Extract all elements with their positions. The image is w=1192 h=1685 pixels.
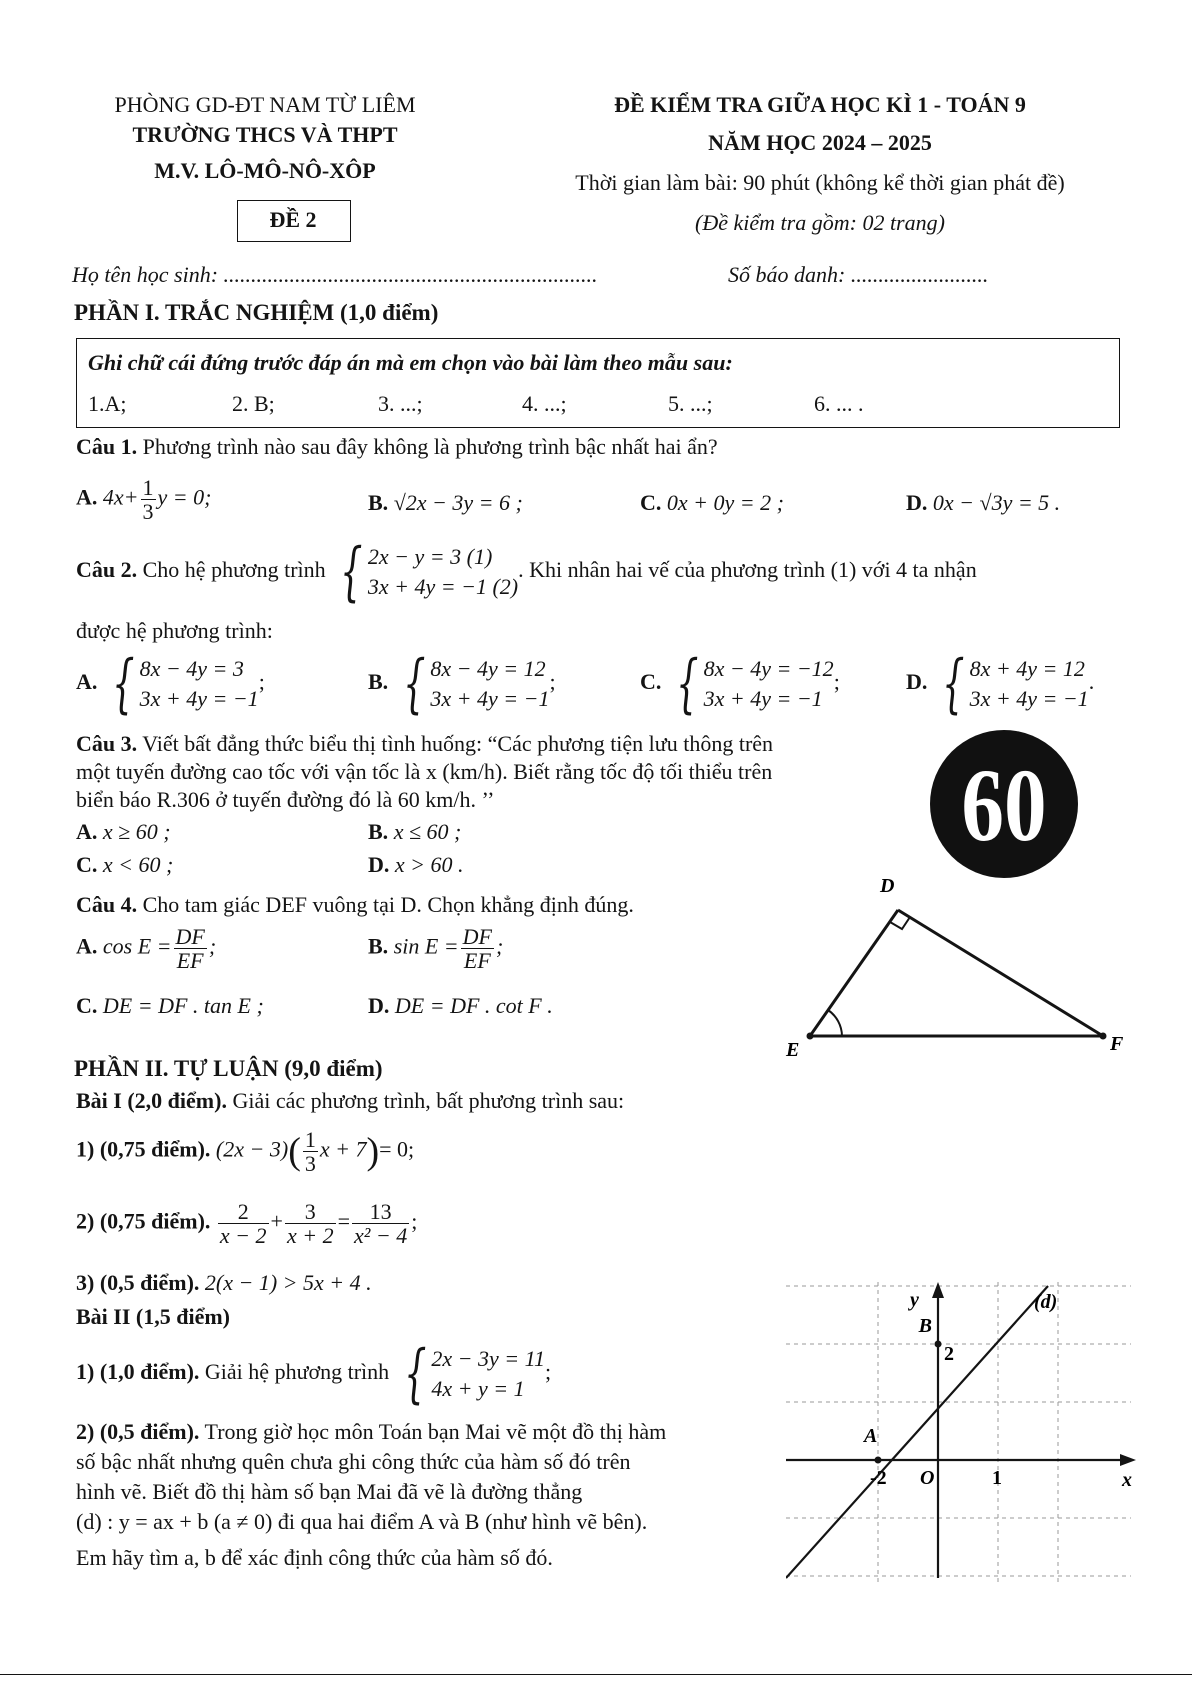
sample-answer-3: 3. ...; — [378, 391, 423, 416]
q1-option-c — [640, 490, 784, 516]
sample-answer-5: 5. ...; — [668, 391, 713, 416]
exam-time: Thời gian làm bài: 90 phút (không kể thời gian phát đề) — [575, 170, 1065, 195]
q2-option-b: B. { 8x − 4y = 12 3x + 4y = −1 ; — [368, 647, 556, 721]
question-4-label: Câu 4. — [76, 892, 138, 917]
q2-option-d-system: { 8x + 4y = 12 3x + 4y = −1 — [942, 647, 1089, 721]
q1-option-a-label: A. — [76, 484, 98, 510]
tick-x-1-label: 1 — [992, 1467, 1002, 1489]
q4-option-c: C. DE = DF . tan E ; — [76, 993, 264, 1018]
sample-answer-4: 4. ...; — [522, 391, 567, 416]
q2-option-b-label: B. — [368, 669, 389, 695]
q2-option-a: A. { 8x − 4y = 3 3x + 4y = −1 ; — [76, 647, 265, 721]
q4-option-a: A. cos E = $\frac{DF}{EF}$ ; — [76, 924, 217, 974]
tick-x-minus2-label: -2 — [870, 1467, 887, 1489]
bai2-part1: 1) (1,0 điểm). Giải hệ phương trình { 2x − 3y = 11 4x + y = 1 ; — [76, 1337, 552, 1411]
bai1-part3: 3) (0,5 điểm). 2(x − 1) > 5x + 4 . — [76, 1270, 372, 1295]
school-year: NĂM HỌC 2024 – 2025 — [708, 130, 932, 155]
axis-x-label: x — [1122, 1469, 1132, 1491]
instruction-text: Ghi chữ cái đứng trước đáp án mà em chọn vào bài làm theo mẫu sau: — [88, 350, 733, 375]
q2-option-b-system: { 8x − 4y = 12 3x + 4y = −1 — [402, 647, 550, 721]
line-graph-diagram — [786, 1282, 1146, 1582]
exam-code: ĐỀ 2 — [269, 207, 317, 232]
q2-option-a-label: A. — [76, 669, 98, 695]
q1-option-d-text: 0x − √3y = 5 . — [932, 490, 1061, 515]
q1-option-a — [76, 476, 211, 523]
q3-option-a: A. x ≥ 60 ; — [76, 819, 171, 844]
tick-y-2-label: 2 — [944, 1343, 954, 1365]
page-bottom-rule — [0, 1674, 1192, 1675]
question-2-post: . Khi nhân hai vế của phương trình (1) với 4 ta nhận — [518, 557, 977, 583]
dept-name: PHÒNG GD-ĐT NAM TỪ LIÊM — [114, 92, 416, 117]
q1-option-b — [368, 490, 523, 516]
bai2-part2-line5: Em hãy tìm a, b để xác định công thức của hàm số đó. — [76, 1545, 553, 1570]
point-b-label: B — [918, 1315, 932, 1337]
q1-option-a-post: y = 0; — [157, 484, 212, 510]
point-a-label: A — [864, 1425, 878, 1447]
q1-option-b-text: √2x − 3y = 6 ; — [393, 490, 523, 515]
sample-answer-6: 6. ... . — [814, 391, 864, 416]
question-3-label: Câu 3. — [76, 731, 138, 756]
bai1-part1: 1) (0,75 điểm). (2x − 3)( $\frac{1}{3}$ x + 7)= 0; — [76, 1127, 415, 1177]
q1-option-c-text: 0x + 0y = 2 ; — [666, 490, 784, 515]
exam-title: ĐỀ KIỂM TRA GIỮA HỌC KÌ 1 - TOÁN 9 — [614, 92, 1026, 117]
vertex-e-label: E — [786, 1039, 800, 1060]
origin-label: O — [920, 1467, 935, 1489]
question-1 — [76, 434, 718, 460]
question-2-pre: Cho hệ phương trình — [142, 557, 326, 583]
question-3-line1: Câu 3. Viết bất đẳng thức biểu thị tình huống: “Các phương tiện lưu thông trên — [76, 731, 774, 756]
sample-answer-1: 1.A; — [88, 391, 127, 416]
q3-option-c: C. x < 60 ; — [76, 852, 174, 877]
q1-option-d — [906, 490, 1060, 516]
bai2-part2-line1: 2) (0,5 điểm). Trong giờ học môn Toán bạn Mai vẽ một đồ thị hàm — [76, 1419, 667, 1444]
q2-option-d-label: D. — [906, 669, 928, 695]
question-1-text: Phương trình nào sau đây không là phương trình bậc nhất hai ẩn? — [142, 434, 718, 459]
line-d-label: (d) — [1034, 1291, 1058, 1313]
speed-sign-icon — [928, 728, 1080, 880]
bai2-part2-line2: số bậc nhất nhưng quên chưa ghi công thức của hàm số đó trên — [76, 1449, 631, 1474]
q2-option-c: C. { 8x − 4y = −12 3x + 4y = −1 ; — [640, 647, 840, 721]
bai2-heading: Bài II (1,5 điểm) — [76, 1304, 230, 1329]
bai1-part2: 2) (0,75 điểm). $\frac{2}{x - 2}$ + $\frac{3}{x + 2}$ = $\frac{13}{\text{x² − 4}}$ ; — [76, 1199, 418, 1249]
q2-option-a-system: { 8x − 4y = 3 3x + 4y = −1 — [112, 647, 259, 721]
question-2-continuation: được hệ phương trình: — [76, 618, 273, 643]
student-id-field: Số báo danh: ......................... — [728, 262, 989, 287]
axis-y-label: y — [910, 1289, 919, 1311]
q1-option-b-label: B. — [368, 490, 389, 515]
q1-option-d-label: D. — [906, 490, 928, 515]
school-name-line2: M.V. LÔ-MÔ-NÔ-XÔP — [154, 158, 376, 183]
question-2-label: Câu 2. — [76, 557, 138, 583]
bai2-part2-line4: (d) : y = ax + b (a ≠ 0) đi qua hai điểm A và B (như hình vẽ bên). — [76, 1509, 648, 1534]
part1-title: PHẦN I. TRẮC NGHIỆM (1,0 điểm) — [74, 300, 439, 325]
sample-answer-2: 2. B; — [232, 391, 275, 416]
q2-option-d: D. { 8x + 4y = 12 3x + 4y = −1 . — [906, 647, 1095, 721]
q2-option-c-label: C. — [640, 669, 662, 695]
q4-option-b: B. sin E = $\frac{DF}{EF}$ ; — [368, 924, 504, 974]
vertex-d-label: D — [880, 875, 895, 897]
q1-option-a-fraction: $\frac{1}{3}$ — [142, 475, 154, 525]
student-name-field: Họ tên học sinh: .................................................................... — [72, 262, 598, 287]
q4-option-d: D. DE = DF . cot F . — [368, 993, 553, 1018]
question-1-label: Câu 1. — [76, 434, 138, 459]
q3-option-b: B. x ≤ 60 ; — [368, 819, 462, 844]
exam-pages: (Đề kiểm tra gồm: 02 trang) — [695, 210, 945, 235]
question-4: Câu 4. Cho tam giác DEF vuông tại D. Chọn khẳng định đúng. — [76, 892, 634, 917]
bai2-part2-line3: hình vẽ. Biết đồ thị hàm số bạn Mai đã vẽ là đường thẳng — [76, 1479, 583, 1504]
question-2 — [76, 535, 977, 609]
q1-option-a-pre: 4x+ — [102, 484, 139, 510]
speed-sign-number: 60 — [961, 747, 1047, 863]
q1-option-c-label: C. — [640, 490, 662, 515]
q2-option-c-system: { 8x − 4y = −12 3x + 4y = −1 — [676, 647, 834, 721]
vertex-f-label: F — [1110, 1033, 1124, 1055]
question-3-line3: biển báo R.306 ở tuyến đường đó là 60 km/h. ’’ — [76, 787, 495, 812]
question-3-line2: một tuyến đường cao tốc với vận tốc là x (km/h). Biết rằng tốc độ tối thiểu trên — [76, 759, 773, 784]
bai1-heading: Bài I (2,0 điểm). Giải các phương trình, bất phương trình sau: — [76, 1088, 625, 1113]
school-name-line1: TRƯỜNG THCS VÀ THPT — [132, 122, 398, 147]
triangle-def-diagram — [780, 870, 1140, 1060]
question-2-system: { 2x − y = 3 (1) 3x + 4y = −1 (2) — [340, 535, 519, 609]
part2-title: PHẦN II. TỰ LUẬN (9,0 điểm) — [74, 1056, 383, 1081]
q3-option-d: D. x > 60 . — [368, 852, 464, 877]
